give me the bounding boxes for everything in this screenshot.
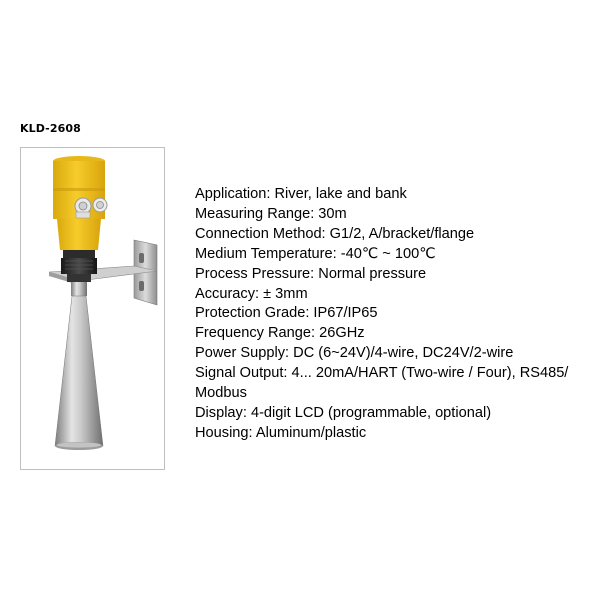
spec-measuring-range: Measuring Range: 30m [195,205,347,222]
radar-level-meter-illustration [21,148,166,471]
spec-application: Application: River, lake and bank [195,186,407,202]
spec-connection-method: Connection Method: G1/2, A/bracket/flange [195,225,475,242]
spec-medium-temperature: Medium Temperature: -40℃ ~ 100℃ [195,245,436,262]
specification-list [195,185,595,444]
spec-accuracy: Accuracy: ± 3mm [195,285,308,302]
horn-antenna [55,282,103,450]
product-model-title: KLD-2608 [20,122,81,135]
spec-frequency-range: Frequency Range: 26GHz [195,325,365,342]
spec-power-supply: Power Supply: DC (6~24V)/4-wire, DC24V/2-wire [195,345,514,362]
spec-process-pressure: Process Pressure: Normal pressure [195,265,427,282]
product-photo [20,147,165,470]
cable-gland-icon [93,198,107,212]
cable-gland-icon [75,198,91,214]
spec-signal-output: Signal Output: 4... 20mA/HART (Two-wire / Four), RS485/ Modbus [195,365,569,402]
spec-display: Display: 4-digit LCD (programmable, optional) [195,404,492,421]
spec-protection-grade: Protection Grade: IP67/IP65 [195,305,378,322]
yellow-housing [53,156,107,250]
spec-housing: Housing: Aluminum/plastic [195,424,367,441]
